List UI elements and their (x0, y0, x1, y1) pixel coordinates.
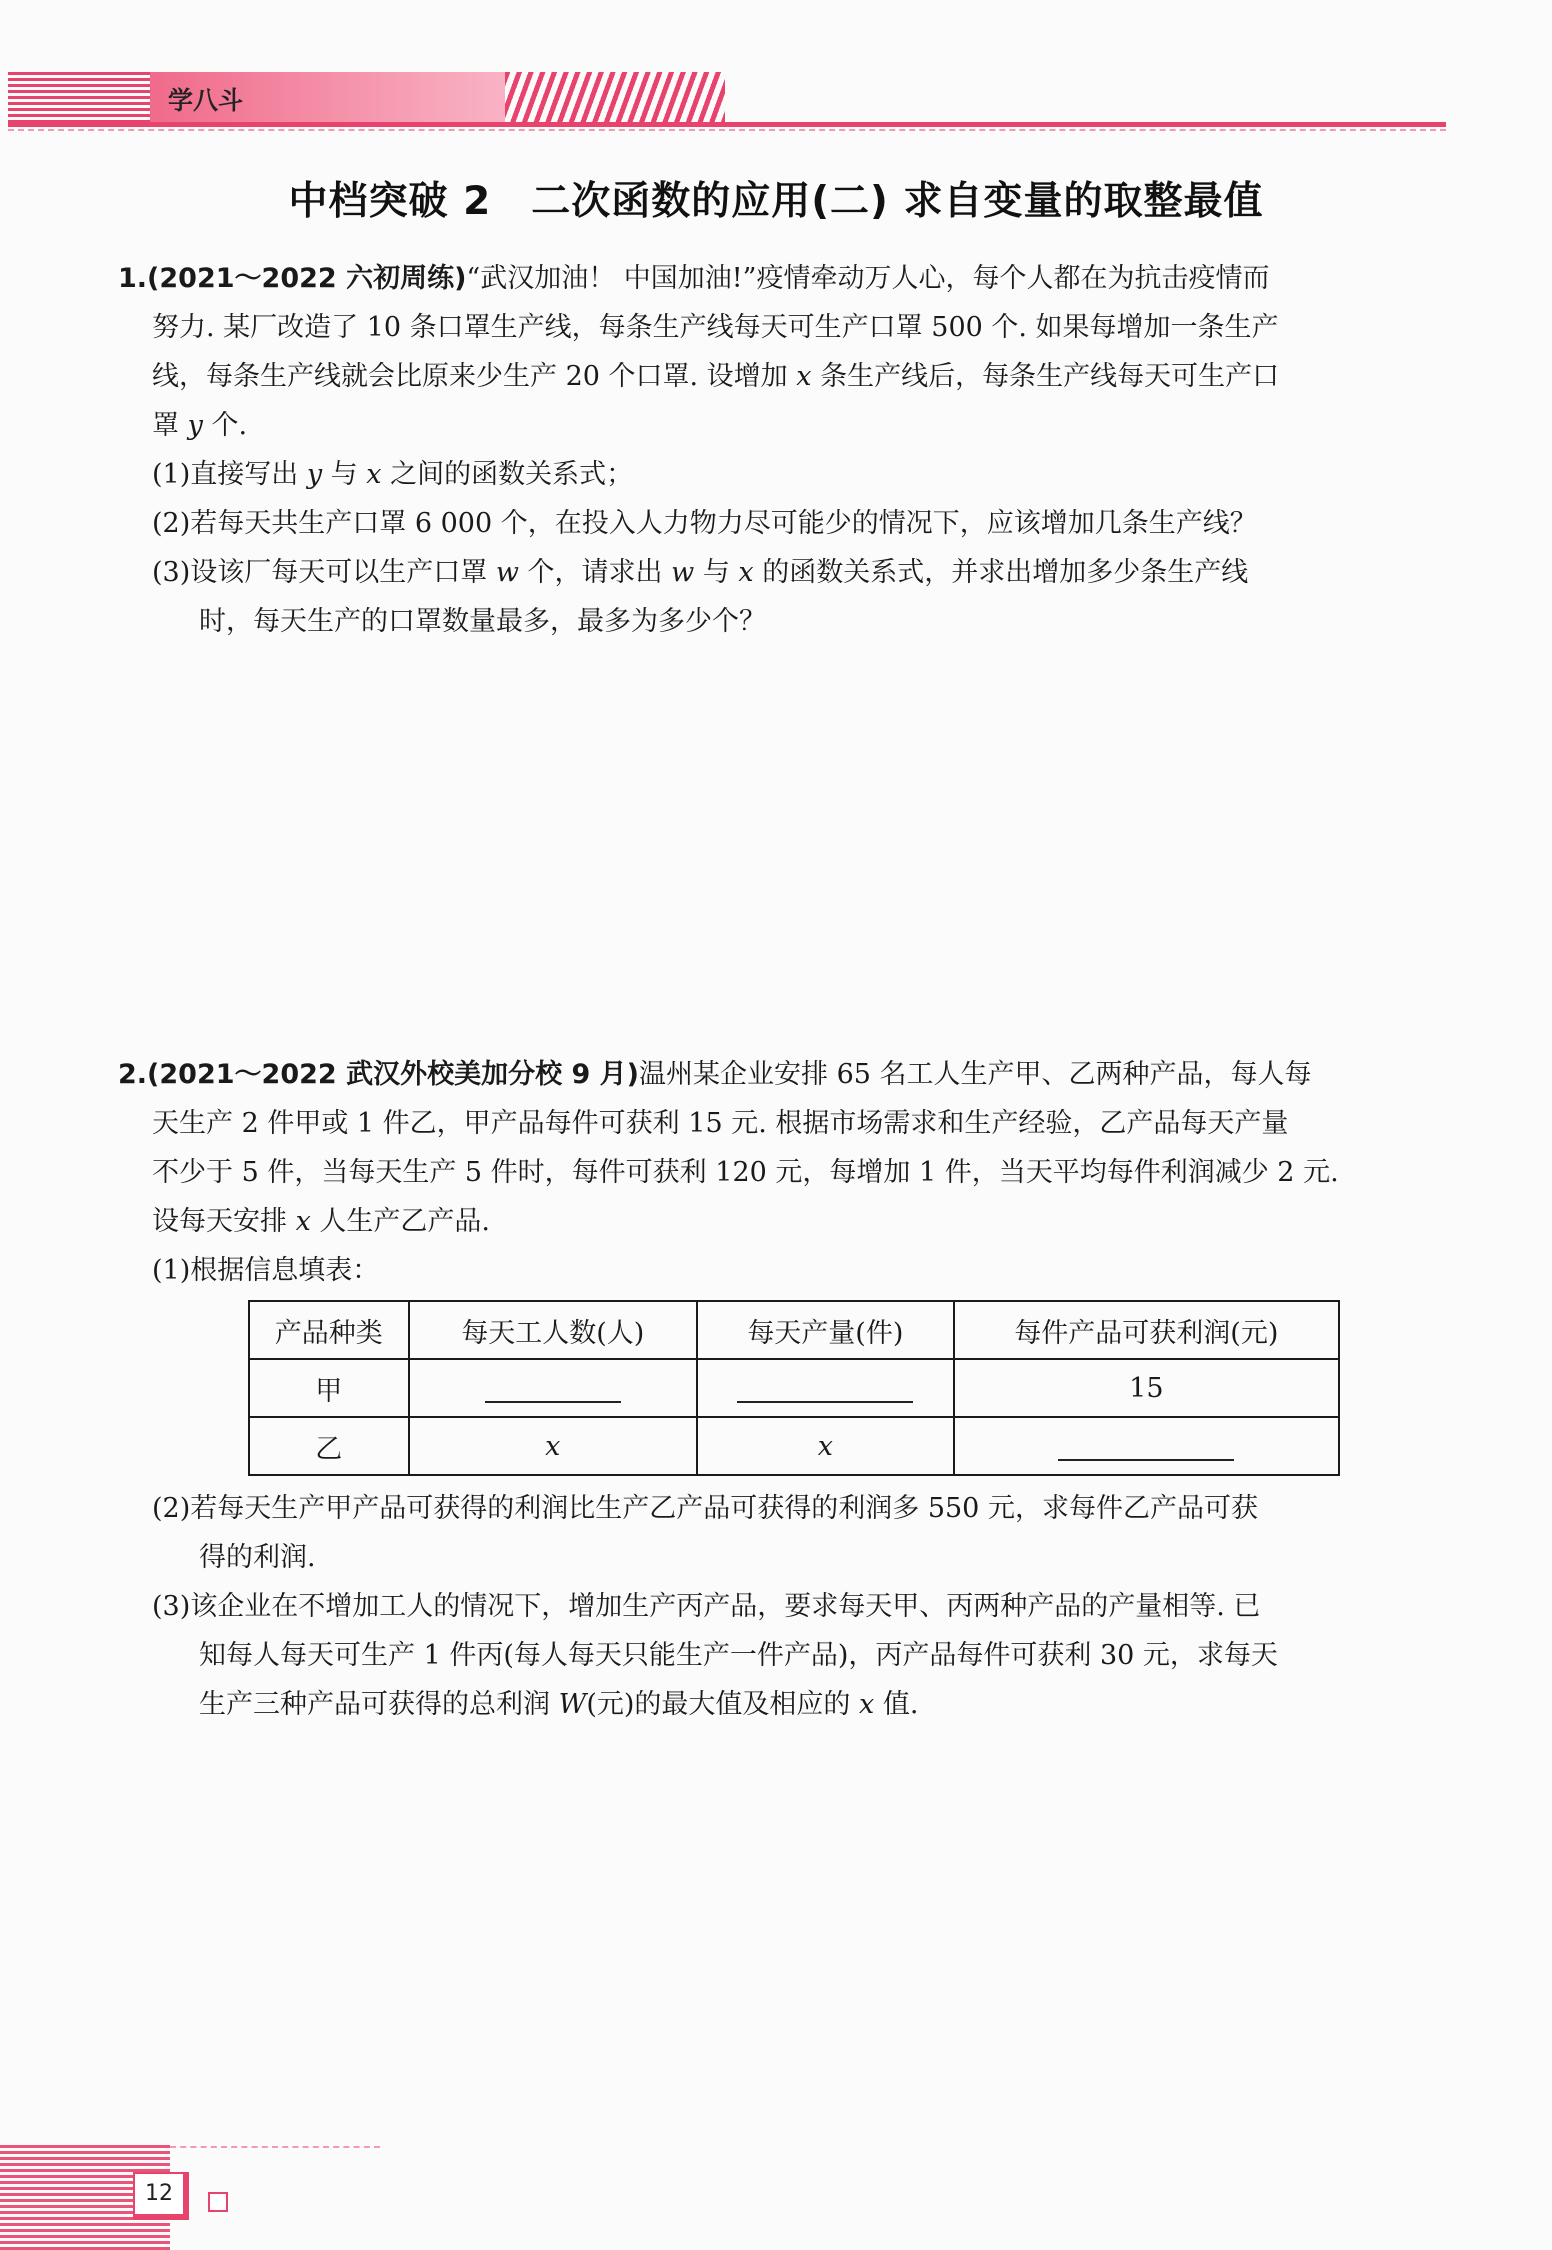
q1-part-3-cont: 时，每天生产的口罩数量最多，最多为多少个？ (199, 606, 766, 637)
answer-blank[interactable] (485, 1375, 621, 1403)
q1-source: (2021～2022 六初周练) (147, 263, 467, 294)
brand-label: 学八斗 (168, 86, 244, 115)
header-stripes (8, 72, 158, 122)
q2-part-3: (3)该企业在不增加工人的情况下，增加生产丙产品，要求每天甲、丙两种产品的产量相等. 已 (152, 1591, 1261, 1622)
q2-part-3-line-2: 知每人每天可生产 1 件丙(每人每天只能生产一件产品)，丙产品每件可获利 30 元，求每天 (199, 1640, 1278, 1671)
q1-line-1: 1.(2021～2022 六初周练)“武汉加油！ 中国加油!”疫情牵动万人心，每个人都在为抗击疫情而 (118, 263, 1270, 294)
table-cell: 乙 (249, 1417, 409, 1475)
table-row (249, 1417, 1339, 1475)
q1-part-2: (2)若每天共生产口罩 6 000 个，在投入人力物力尽可能少的情况下，应该增加几条生产线？ (152, 508, 1257, 539)
footer-square-icon (208, 2192, 228, 2212)
table-cell: 甲 (249, 1359, 409, 1417)
table-header: 每件产品可获利润(元) (954, 1301, 1339, 1359)
q1-line-2: 努力. 某厂改造了 10 条口罩生产线，每条生产线每天可生产口罩 500 个. 如果每增加一条生产 (152, 312, 1279, 343)
q2-part-3-line-3: 生产三种产品可获得的总利润 W(元)的最大值及相应的 x 值. (199, 1689, 919, 1720)
q2-part-1: (1)根据信息填表： (152, 1255, 380, 1286)
header-rule (8, 122, 1446, 127)
table-cell (954, 1417, 1339, 1475)
q2-source: (2021～2022 武汉外校美加分校 9 月) (147, 1059, 640, 1090)
footer-dashed-rule (170, 2146, 380, 2148)
q1-number: 1. (118, 263, 148, 294)
table-header: 每天产量(件) (697, 1301, 954, 1359)
table-cell: x (409, 1417, 697, 1475)
table-row (249, 1359, 1339, 1417)
q1-part-1: (1)直接写出 y 与 x 之间的函数关系式； (152, 459, 634, 490)
q1-line-3: 线，每条生产线就会比原来少生产 20 个口罩. 设增加 x 条生产线后，每条生产线每天可生产口 (152, 361, 1280, 392)
q1-line-4: 罩 y 个. (152, 410, 248, 441)
answer-blank[interactable] (1058, 1433, 1234, 1461)
table-cell: 15 (954, 1359, 1339, 1417)
header-slash-pattern (505, 72, 725, 122)
fill-in-table (248, 1300, 1340, 1476)
table-header: 产品种类 (249, 1301, 409, 1359)
table-header: 每天工人数(人) (409, 1301, 697, 1359)
table-cell (697, 1359, 954, 1417)
q2-part-2: (2)若每天生产甲产品可获得的利润比生产乙产品可获得的利润多 550 元，求每件乙产品可获 (152, 1493, 1258, 1524)
table-header-row (249, 1301, 1339, 1359)
page-number: 12 (133, 2172, 189, 2220)
q2-part-2-cont: 得的利润. (199, 1542, 316, 1573)
q2-line-4: 设每天安排 x 人生产乙产品. (152, 1206, 490, 1237)
q1-part-3: (3)设该厂每天可以生产口罩 w 个，请求出 w 与 x 的函数关系式，并求出增加多少条生产线 (152, 557, 1249, 588)
header-tab (150, 72, 505, 122)
q2-line-2: 天生产 2 件甲或 1 件乙，甲产品每件可获利 15 元. 根据市场需求和生产经验，乙产品每天产量 (152, 1108, 1289, 1139)
table-cell (409, 1359, 697, 1417)
table-cell: x (697, 1417, 954, 1475)
header-dashed-rule (8, 129, 1446, 131)
q2-line-3: 不少于 5 件，当每天生产 5 件时，每件可获利 120 元，每增加 1 件，当天平均每件利润减少 2 元. (152, 1157, 1339, 1188)
answer-blank[interactable] (737, 1375, 913, 1403)
section-title: 中档突破 2 二次函数的应用(二) 求自变量的取整最值 (288, 179, 1264, 224)
q2-line-1: 2.(2021～2022 武汉外校美加分校 9 月)温州某企业安排 65 名工人生产甲、乙两种产品，每人每 (118, 1059, 1312, 1090)
q2-number: 2. (118, 1059, 148, 1090)
